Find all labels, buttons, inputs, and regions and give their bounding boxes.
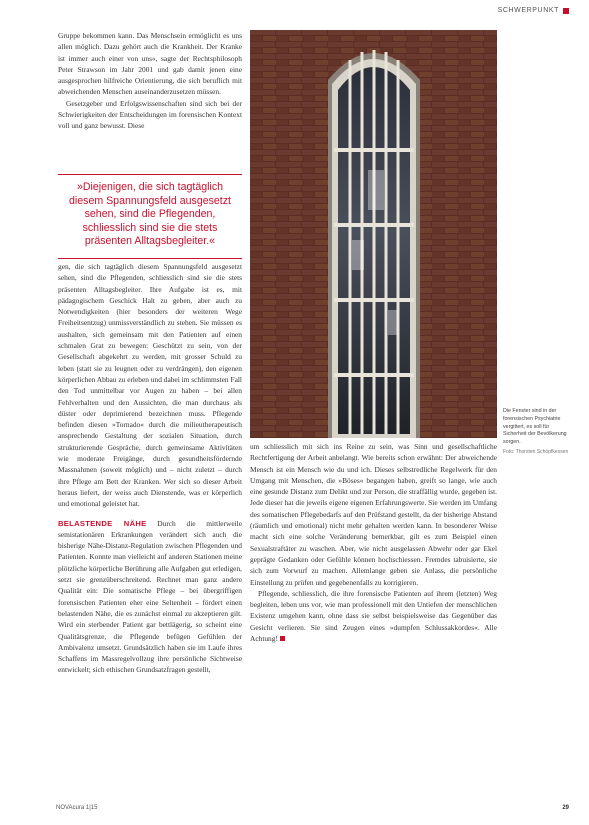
footer-publication: NOVAcura 1|15 (56, 805, 98, 811)
photo-caption (503, 408, 573, 457)
pull-quote: »Diejenigen, die sich tagtäglich diesem Spannungsfeld ausgesetzt sehen, sind die Pflegenden, schliesslich sind sie die stets präsenten Alltagsbegleiter.« (58, 174, 242, 259)
article-column-left-bottom (58, 261, 242, 676)
section-marker-square (563, 8, 569, 14)
subhead-paragraph (58, 518, 242, 676)
paragraph-text: Pflegende, schliesslich, die ihre forensische Patienten auf ihrem (letzten) Weg begleiten, leben uns vor, wie man professionell mit den Untiefen der menschlichen Existenz umgehen kann, ohne dass sie selbst beispielsweise das Gegenüber das Gesicht verlieren. Sie sind Zeugen eines »dumpfen Schlussakkordes«. Alle Achtung! (250, 588, 497, 644)
paragraph (250, 588, 497, 644)
barred-window-illustration (250, 30, 497, 438)
paragraph: um schliesslich mit sich ins Reine zu sein, was Sinn und gesellschaftliche Rechtfertigung der Arbeit anbelangt. Wie bereits schon erwähnt: Der abweichende Mensch ist ein Mensch wie du und ich. Dieses selbstredliche Regelwerk für den Umgang mit Menschen, die »Böses« begangen haben, greift so lange, wie auch eine gesunde Distanz zum Delikt und zur Person, die straffällig wurde, gegeben ist. Jede dieser hat die jeweils eigene eigenen Erfahrungswerte. Sie werden im Umfang des somatischen Pflegebedarfs auf den Prüfstand gestellt, da der bisherige Abstand (räumlich und emotional) nicht mehr gehalten werden kann. In besonderer Weise macht sich eine solche Veränderung bemerkbar, gilt es zum Beispiel einen Sexualstraftäter zu waschen. Aber, wie nicht ausgelassen Abwehr oder gar Ekel geprägte Gedanken oder Gefühle können hochschiessen. Fremdes tabuisierte, sie sich zum Vorwurf zu machen. Allemlange geben sie Anlass, die persönliche Einstellung zu prüfen und gegebenenfalls zu korrigieren. (250, 442, 497, 587)
subhead: BELASTENDE NÄHE (58, 518, 147, 528)
subhead-text: Durch die mittlerweile semistationären Erkrankungen verändert sich auch die bisherige Nähe-Distanz-Regulation zwischen Pflegenden und Patienten. Konnte man vielleicht auf anderen Stationen meine plötzliche körperliche Berührung alle Aufgaben gut erledigen, setzt sie grenzüberschreitend. Rechnet man ganz andere Qualität ein: Die somatische Pflege – bei übergriffigen forensischen Patienten eher eine Seltenheit – fördert einen belastenden Nähe, die es zunächst einmal zu akzeptieren gilt. Wird ein sterbender Patient gar bettlägerig, so scheint eine Qualitätsgrenze, die Pflegende befügen Gefühlen der Ambivalenz umsetzt. Grundsätzlich haben sie im Laufe ihres Schaffens im Massregelvollzug ihre persönliche Sichtweise entwickelt; sich ethischen Grundsatzfragen gestellt, (58, 518, 242, 675)
caption-text: Die Fenster sind in der forensischen Psychiatrie vergittert, es soll für Sicherheit der Bevölkerung sorgen. (503, 408, 567, 446)
article-column-left-top (58, 30, 242, 132)
window-photo (250, 30, 497, 438)
paragraph: Gruppe bekommen kann. Das Menschsein ermöglicht es uns allen möglich. Dazu gehört auch die Krankheit. Der Kranke ist immer auch einer von uns«, sagte der Rechtsphilosoph Peter Strawson im Jahr 2001 und gab damit jenen eine ausgesprochen hilfreiche Orientierung, die sich beruflich mit abweichenden Menschen auseinanderzusetzen müssen. (58, 31, 242, 97)
page-number: 29 (562, 805, 569, 811)
paragraph: gen, die sich tagtäglich diesem Spannungsfeld ausgesetzt sehen, sind die Pflegenden, schliesslich sind sie die stets präsenten Alltagsbegleiter. Ihre Aufgabe ist es, mit pädagogischem Geschick Halt zu geben, aber auch zu Notwendigkeiten (hier besonders der weiteren Wege Freiheitsentzug) unmissverständlich zu stehen. Sie müssen es aushalten, sich gemeinsam mit den Patienten auf einen schmalen Grat zu bewegen: Geschützt zu sein, von der Gesellschaft abgekehrt zu werden, mit grosser Schuld zu leben (statt sie zu leugnen oder zu verdrängen), den eigenen körperlichen Abbau zu erleben und dabei im schlimmsten Fall den Tod unmittelbar vor Augen zu haben – bei allen Fehlverhalten und den Aussichten, die man durchaus als düster oder deprimierend bezeichnen muss. Pflegende befinden diesen »Tornado« durch die milieutherapeutisch ansprechende Gestaltung der sozialen Situation, durch strukturierende Gespräche, durch gemeinsame Aktivitäten wie moderate Freigänge, durch gesundheitsfördernde Massnahmen (soweit möglich) und – nicht zuletzt – durch ihre Pflege am Bett der Kranken. Wer sich so dieser Arbeit heraus liefert, der weiss auch Dienstende, was er körperlich und emotional geleistet hat. (58, 262, 242, 509)
section-label: SCHWERPUNKT (497, 7, 559, 14)
article-column-right (250, 441, 497, 644)
paragraph: Gesetzgeber und Erfolgswissenschaften sind sich bei der Schwierigkeiten der Entscheidungen im forensischen Kontext voll und ganz bewusst. Diese (58, 98, 242, 131)
article-end-mark (280, 636, 285, 641)
photo-credit: Foto: Thorsten Schöpfkessen (503, 448, 569, 455)
section-header (498, 7, 569, 14)
